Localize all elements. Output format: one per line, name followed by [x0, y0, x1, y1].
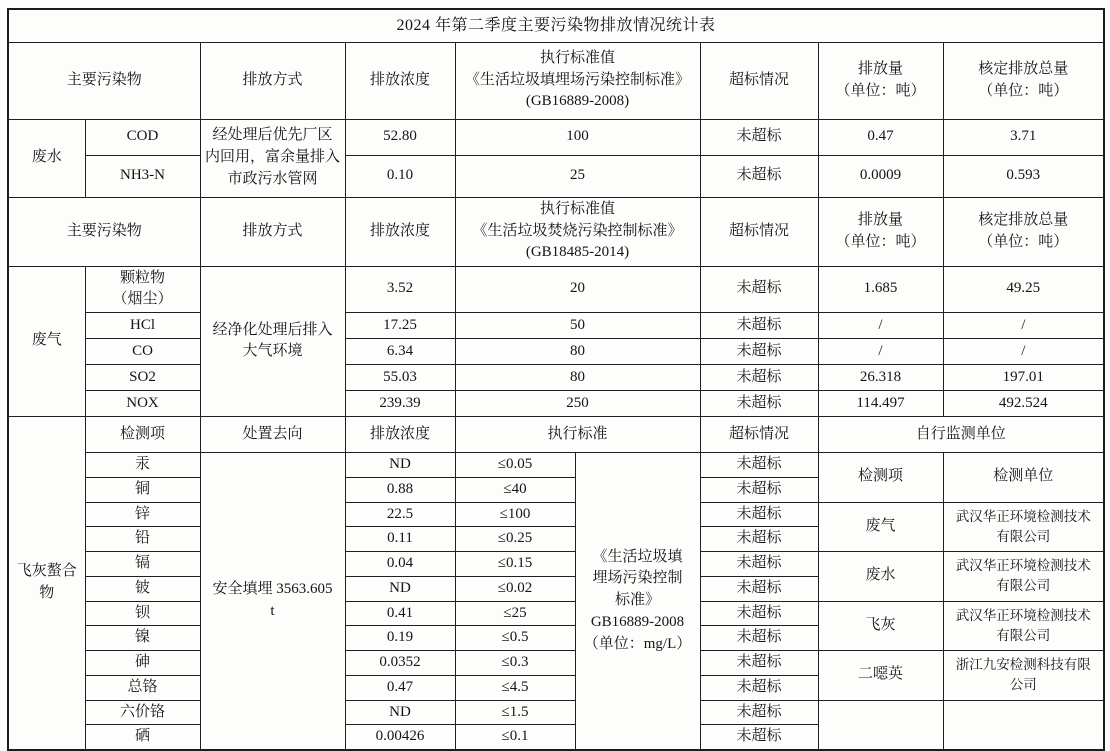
cell-exceed: 未超标	[700, 365, 818, 391]
cell-concentration: 0.47	[345, 675, 455, 700]
cell-concentration: 3.52	[345, 266, 455, 313]
cell-approved: /	[943, 313, 1104, 339]
header-approved: 核定排放总量 （单位：吨）	[943, 197, 1104, 266]
header-concentration: 排放浓度	[345, 197, 455, 266]
cell-exceed: 未超标	[700, 576, 818, 601]
title-row	[8, 9, 1104, 42]
cell-limit: ≤0.02	[455, 576, 575, 601]
test-item-name: 镉	[85, 552, 200, 577]
cell-exceed: 未超标	[700, 266, 818, 313]
cell-concentration: 6.34	[345, 339, 455, 365]
cell-concentration: 0.19	[345, 626, 455, 651]
table-row-arsenic	[8, 651, 1104, 676]
cell-limit: ≤40	[455, 477, 575, 502]
header-method: 排放方式	[200, 42, 345, 119]
monitor-unit-empty	[943, 700, 1104, 750]
page-title: 2024 年第二季度主要污染物排放情况统计表	[8, 9, 1104, 42]
cell-amount: 26.318	[818, 365, 943, 391]
test-item-name: 硒	[85, 725, 200, 750]
cell-standard: 100	[455, 119, 700, 155]
table-row-cod	[8, 119, 1104, 155]
cell-limit: ≤4.5	[455, 675, 575, 700]
table-row-hexavalent-chromium	[8, 700, 1104, 725]
category-wastewater: 废水	[8, 119, 85, 197]
cell-exceed: 未超标	[700, 626, 818, 651]
cell-concentration: 239.39	[345, 391, 455, 417]
cell-limit: ≤0.25	[455, 527, 575, 552]
header-standard: 执行标准	[455, 417, 700, 453]
cell-amount: /	[818, 313, 943, 339]
test-item-name: 锌	[85, 502, 200, 527]
wastewater-header-row	[8, 42, 1104, 119]
cell-concentration: 0.41	[345, 601, 455, 626]
header-exceed: 超标情况	[700, 42, 818, 119]
cell-concentration: 55.03	[345, 365, 455, 391]
cell-concentration: ND	[345, 453, 455, 478]
cell-approved: 3.71	[943, 119, 1104, 155]
cell-limit: ≤0.5	[455, 626, 575, 651]
header-self-monitor: 自行监测单位	[818, 417, 1104, 453]
cell-limit: ≤0.15	[455, 552, 575, 577]
header-standard-incineration: 执行标准值 《生活垃圾焚烧污染控制标准》 (GB18485-2014)	[455, 197, 700, 266]
cell-approved: 197.01	[943, 365, 1104, 391]
wastegas-method: 经净化处理后排入 大气环境	[200, 266, 345, 417]
monitor-unit: 武汉华正环境检测技术 有限公司	[943, 502, 1104, 552]
monitor-item: 废水	[818, 552, 943, 602]
pollutant-name: CO	[85, 339, 200, 365]
table-row-mercury	[8, 453, 1104, 478]
category-flyash: 飞灰螯合物	[8, 417, 85, 751]
test-item-name: 铅	[85, 527, 200, 552]
test-item-name: 钡	[85, 601, 200, 626]
header-approved: 核定排放总量 （单位：吨）	[943, 42, 1104, 119]
cell-limit: ≤100	[455, 502, 575, 527]
cell-exceed: 未超标	[700, 453, 818, 478]
header-exceed: 超标情况	[700, 417, 818, 453]
table-row-zinc	[8, 502, 1104, 527]
monitor-item-header: 检测项	[818, 453, 943, 503]
monitor-unit-header: 检测单位	[943, 453, 1104, 503]
cell-standard: 80	[455, 365, 700, 391]
pollutant-name: NOX	[85, 391, 200, 417]
cell-limit: ≤1.5	[455, 700, 575, 725]
cell-exceed: 未超标	[700, 700, 818, 725]
monitor-item: 飞灰	[818, 601, 943, 651]
header-pollutant: 主要污染物	[8, 197, 200, 266]
header-method: 排放方式	[200, 197, 345, 266]
monitor-unit: 武汉华正环境检测技术 有限公司	[943, 552, 1104, 602]
cell-concentration: 0.04	[345, 552, 455, 577]
flyash-standard-ref: 《生活垃圾填 埋场污染控制 标准》 GB16889-2008 （单位：mg/L）	[575, 453, 700, 751]
cell-concentration: ND	[345, 576, 455, 601]
pollutant-name: COD	[85, 119, 200, 155]
cell-limit: ≤0.05	[455, 453, 575, 478]
category-wastegas: 废气	[8, 266, 85, 417]
cell-standard: 25	[455, 155, 700, 197]
table-row-co	[8, 339, 1104, 365]
cell-concentration: 22.5	[345, 502, 455, 527]
table-row-hcl	[8, 313, 1104, 339]
cell-exceed: 未超标	[700, 477, 818, 502]
header-disposal: 处置去向	[200, 417, 345, 453]
wastewater-method: 经处理后优先厂区 内回用，富余量排入 市政污水管网	[200, 119, 345, 197]
cell-concentration: 0.88	[345, 477, 455, 502]
wastegas-header-row	[8, 197, 1104, 266]
test-item-name: 铍	[85, 576, 200, 601]
cell-limit: ≤0.1	[455, 725, 575, 750]
header-amount: 排放量 （单位：吨）	[818, 197, 943, 266]
pollutant-report-table	[7, 8, 1105, 751]
cell-exceed: 未超标	[700, 601, 818, 626]
cell-approved: 49.25	[943, 266, 1104, 313]
cell-exceed: 未超标	[700, 119, 818, 155]
test-item-name: 总铬	[85, 675, 200, 700]
cell-approved: 0.593	[943, 155, 1104, 197]
monitor-unit: 浙江九安检测科技有限 公司	[943, 651, 1104, 701]
pollutant-name: NH3-N	[85, 155, 200, 197]
cell-exceed: 未超标	[700, 725, 818, 750]
cell-limit: ≤25	[455, 601, 575, 626]
test-item-name: 铜	[85, 477, 200, 502]
flyash-header-row	[8, 417, 1104, 453]
pollutant-name: HCl	[85, 313, 200, 339]
cell-approved: /	[943, 339, 1104, 365]
flyash-disposal: 安全填埋 3563.605 t	[200, 453, 345, 751]
monitor-unit: 武汉华正环境检测技术 有限公司	[943, 601, 1104, 651]
cell-exceed: 未超标	[700, 313, 818, 339]
cell-concentration: 0.00426	[345, 725, 455, 750]
cell-standard: 50	[455, 313, 700, 339]
cell-standard: 20	[455, 266, 700, 313]
cell-limit: ≤0.3	[455, 651, 575, 676]
cell-exceed: 未超标	[700, 675, 818, 700]
test-item-name: 汞	[85, 453, 200, 478]
header-test-item: 检测项	[85, 417, 200, 453]
cell-amount: 0.47	[818, 119, 943, 155]
monitor-item-empty	[818, 700, 943, 750]
cell-exceed: 未超标	[700, 155, 818, 197]
table-row-nox	[8, 391, 1104, 417]
header-pollutant: 主要污染物	[8, 42, 200, 119]
cell-concentration: 0.11	[345, 527, 455, 552]
cell-exceed: 未超标	[700, 651, 818, 676]
table-row-so2	[8, 365, 1104, 391]
cell-exceed: 未超标	[700, 502, 818, 527]
cell-standard: 80	[455, 339, 700, 365]
test-item-name: 镍	[85, 626, 200, 651]
table-row-particulate	[8, 266, 1104, 313]
cell-exceed: 未超标	[700, 391, 818, 417]
cell-amount: 1.685	[818, 266, 943, 313]
header-concentration: 排放浓度	[345, 417, 455, 453]
cell-standard: 250	[455, 391, 700, 417]
monitor-item: 二噁英	[818, 651, 943, 701]
table-row-barium	[8, 601, 1104, 626]
cell-amount: 0.0009	[818, 155, 943, 197]
cell-concentration: 0.0352	[345, 651, 455, 676]
table-row-cadmium	[8, 552, 1104, 577]
pollutant-name: 颗粒物 （烟尘）	[85, 266, 200, 313]
header-exceed: 超标情况	[700, 197, 818, 266]
cell-amount: /	[818, 339, 943, 365]
test-item-name: 六价铬	[85, 700, 200, 725]
header-standard-landfill: 执行标准值 《生活垃圾填埋场污染控制标准》 (GB16889-2008)	[455, 42, 700, 119]
monitor-item: 废气	[818, 502, 943, 552]
cell-amount: 114.497	[818, 391, 943, 417]
cell-concentration: 52.80	[345, 119, 455, 155]
header-concentration: 排放浓度	[345, 42, 455, 119]
cell-exceed: 未超标	[700, 552, 818, 577]
test-item-name: 砷	[85, 651, 200, 676]
table-row-nh3n	[8, 155, 1104, 197]
header-amount: 排放量 （单位：吨）	[818, 42, 943, 119]
cell-exceed: 未超标	[700, 339, 818, 365]
cell-concentration: ND	[345, 700, 455, 725]
cell-exceed: 未超标	[700, 527, 818, 552]
cell-concentration: 17.25	[345, 313, 455, 339]
cell-approved: 492.524	[943, 391, 1104, 417]
cell-concentration: 0.10	[345, 155, 455, 197]
pollutant-name: SO2	[85, 365, 200, 391]
